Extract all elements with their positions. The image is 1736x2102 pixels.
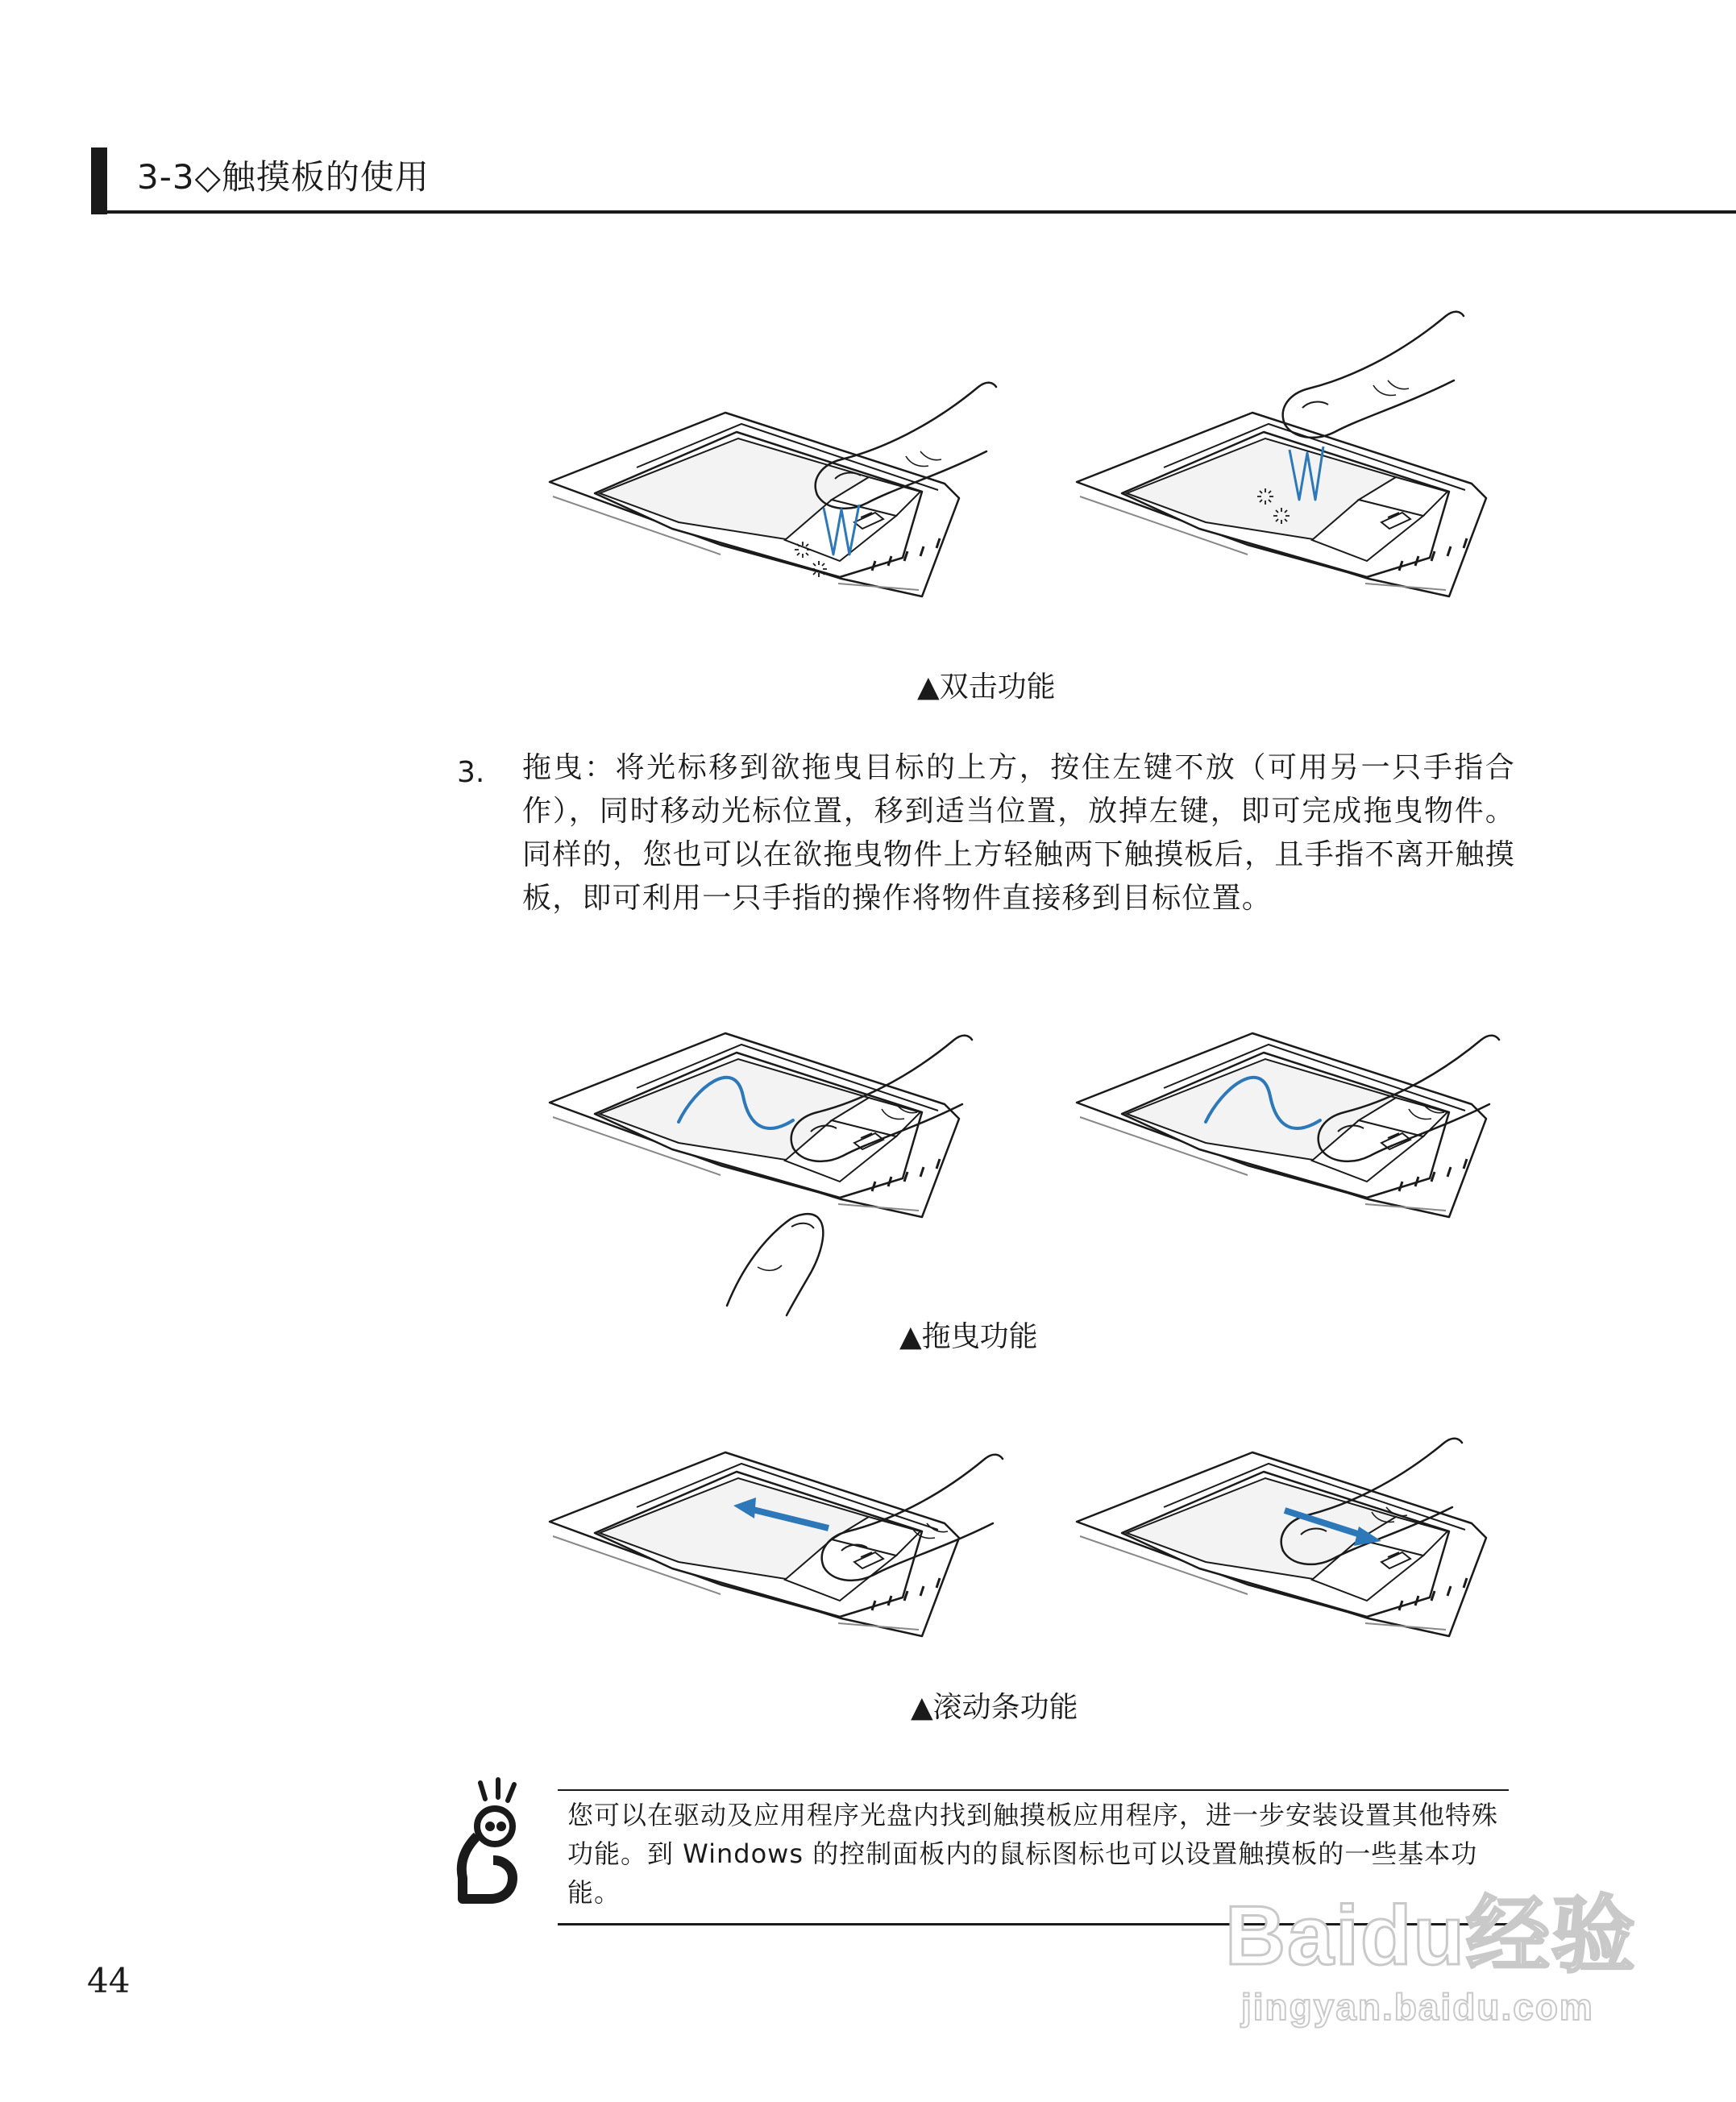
section-marker-bar [91,147,107,214]
double-click-figure-left [550,379,969,613]
drag-figure-right [1077,999,1496,1241]
note-rule-top [558,1789,1509,1791]
watermark-url: jingyan.baidu.com [1241,1986,1594,2028]
double-click-figure-right [1077,379,1496,613]
drag-caption: ▲拖曳功能 [899,1320,1038,1353]
step-number: 3. [457,756,485,789]
scroll-figure-left [550,1419,969,1660]
watermark-logo: Baidu经验 [1225,1889,1637,1983]
drag-figure-left [550,999,969,1322]
page-number: 44 [87,1961,131,2000]
section-title: 3-3◇触摸板的使用 [137,157,430,197]
scroll-figure-right [1077,1419,1496,1660]
scroll-caption: ▲滚动条功能 [911,1691,1078,1724]
double-click-caption: ▲双击功能 [917,671,1056,704]
step-description: 拖曳：将光标移到欲拖曳目标的上方，按住左键不放（可用另一只手指合作），同时移动光标位置，移到适当位置，放掉左键，即可完成拖曳物件。同样的，您也可以在欲拖曳物件上方轻触两下触摸板后，且手指不离开触摸板，即可利用一只手指的操作将物件直接移到目标位置。 [522,751,1515,915]
tip-bulb-icon [455,1780,527,1909]
header-rule [91,210,1736,214]
note-text: 您可以在驱动及应用程序光盘内找到触摸板应用程序，进一步安装设置其他特殊功能。到 Windows 的控制面板内的鼠标图标也可以设置触摸板的一些基本功能。 [567,1800,1499,1908]
